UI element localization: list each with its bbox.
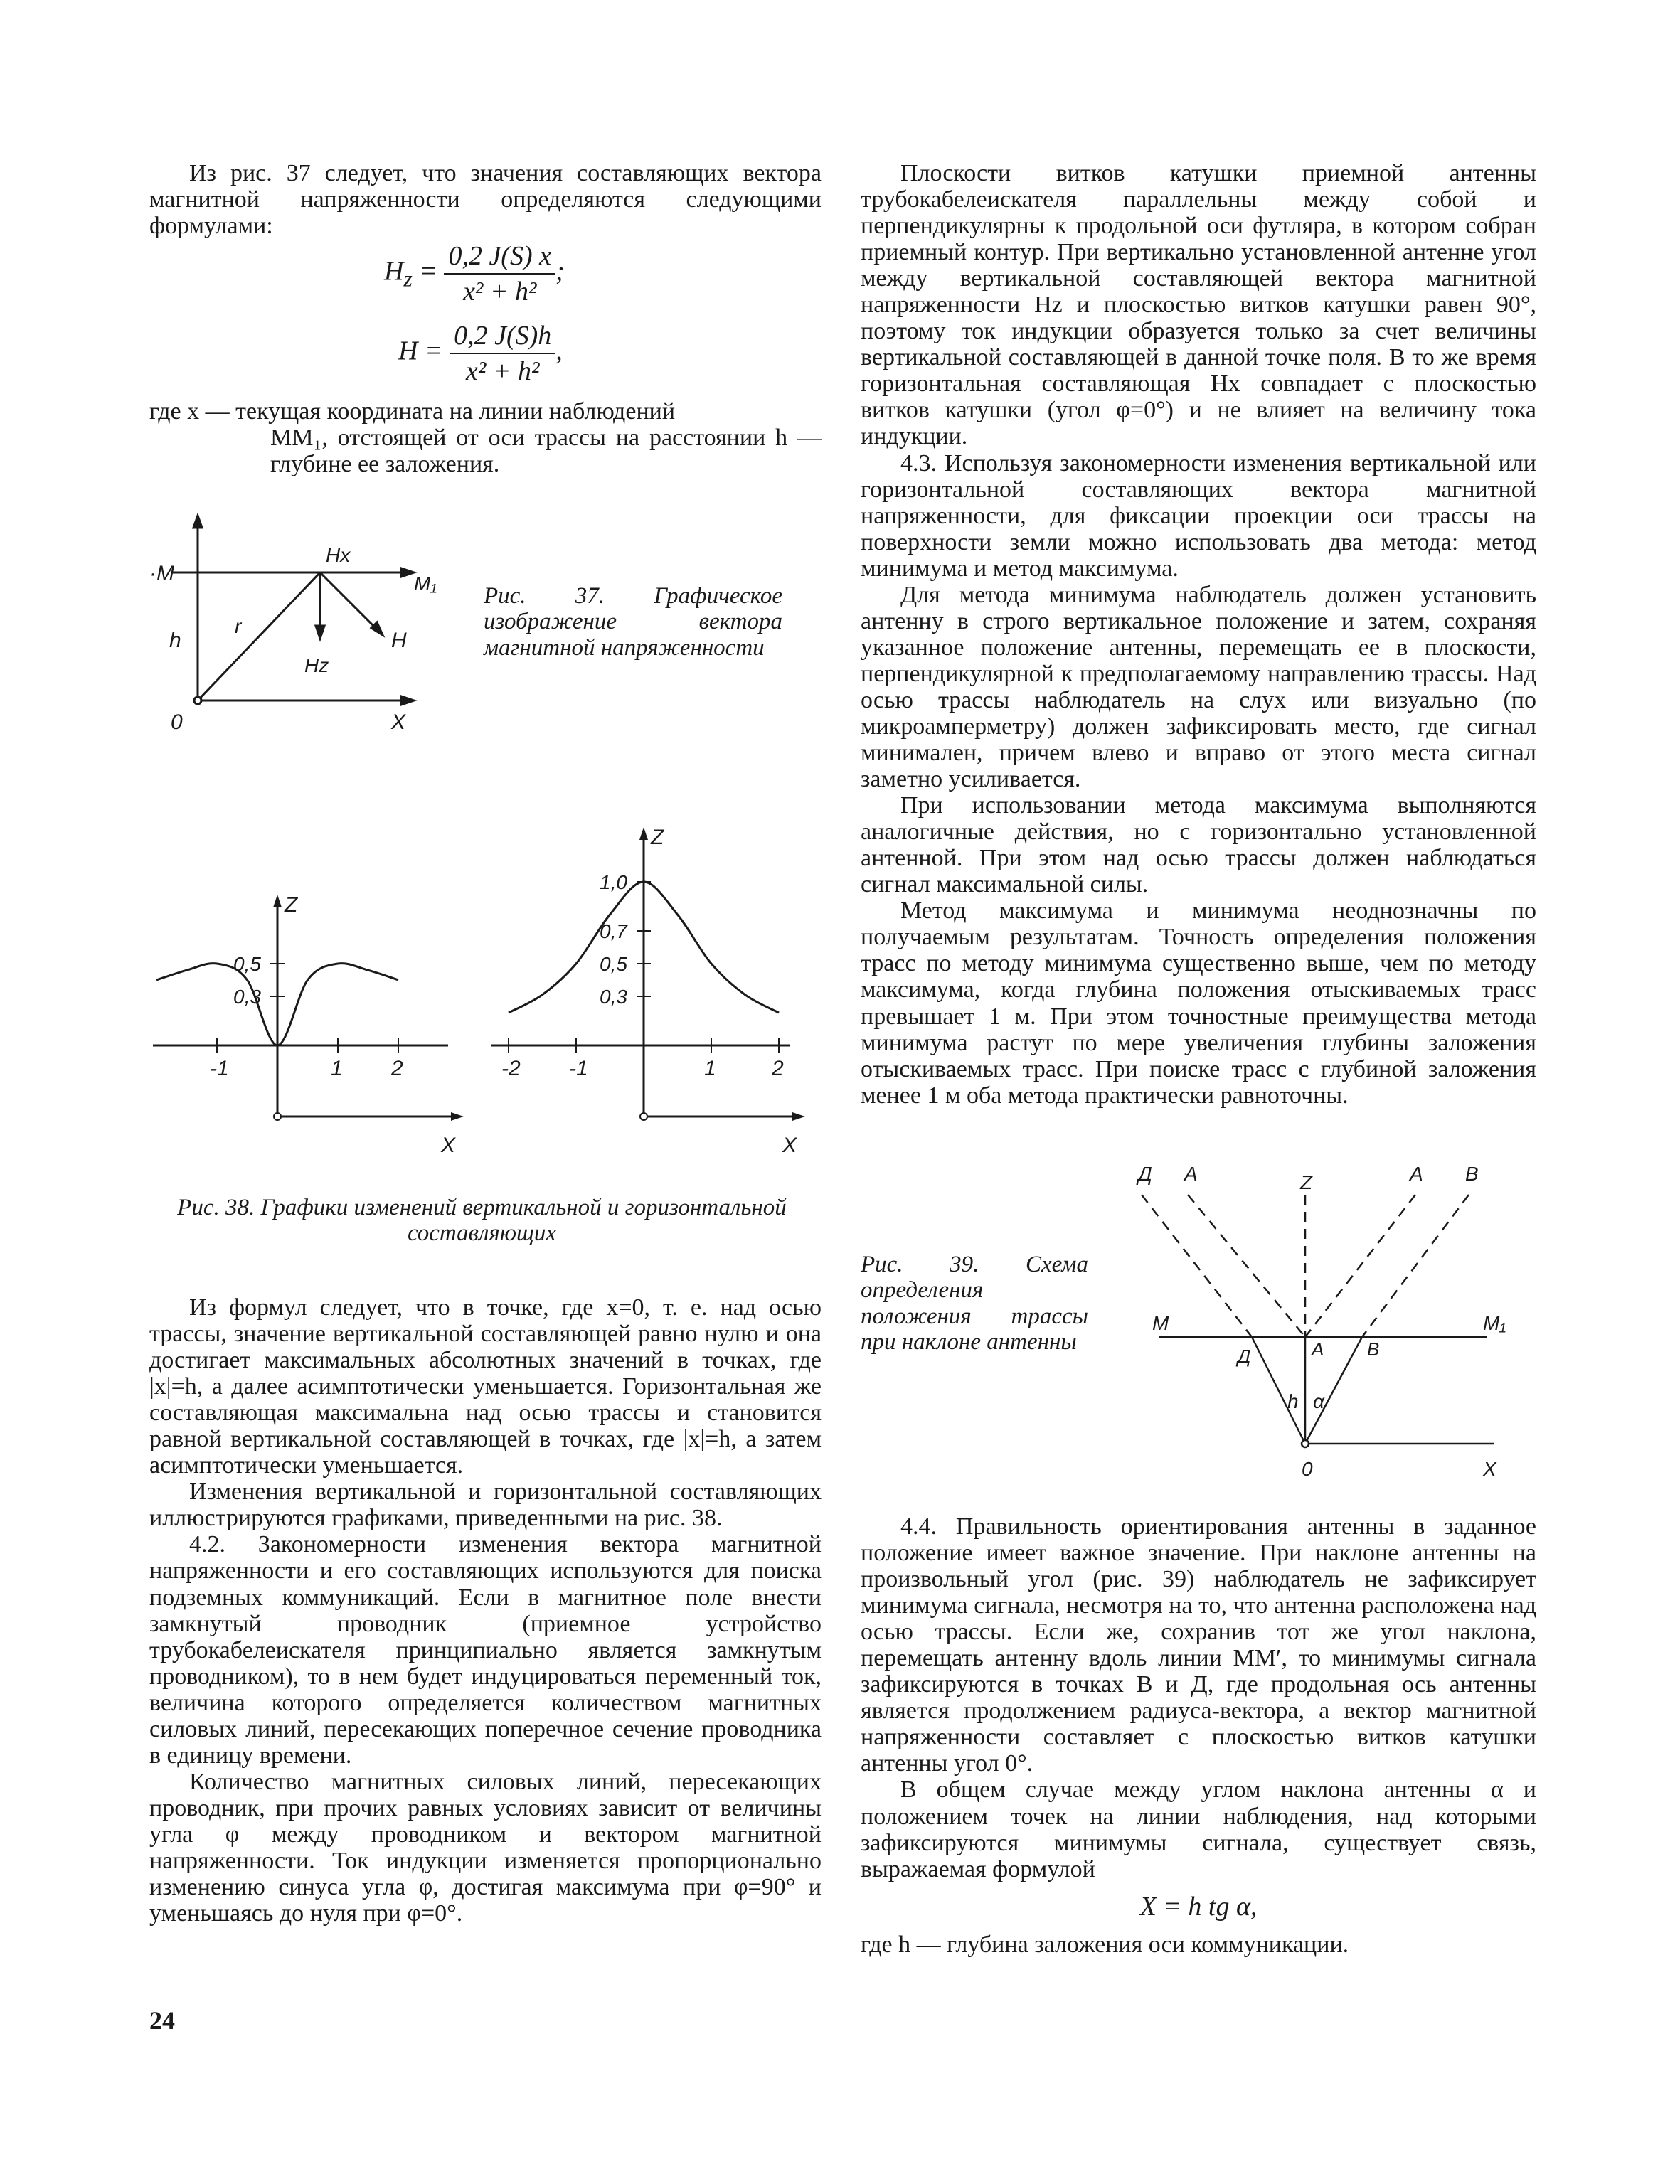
paragraph-maximum-method: При использовании метода максимума выполняются аналогичные действия, но с горизонтально установленной антенной. При этом над осью трассы должен наблюдаться сигнал максимальной силы.: [861, 792, 1536, 898]
fig37-radius-vector: [198, 572, 320, 701]
y-tick-label: 0,3: [233, 986, 261, 1008]
fig37-label-hx: Hx: [326, 544, 351, 566]
figure-37: [149, 512, 437, 740]
fig37-label-h: H: [391, 629, 407, 652]
fig37-label-depth: h: [169, 629, 181, 652]
where-lead: где x — текущая координата на линии наблюдений: [149, 398, 676, 425]
formula-hz-numerator: 0,2 J(S) x: [444, 240, 555, 275]
fig39-label-d: Д: [1138, 1163, 1152, 1185]
x-axis-arrow: [451, 1112, 464, 1121]
page-number: 24: [149, 2006, 175, 2035]
y-tick-label: 0,5: [600, 953, 627, 975]
fig37-h-vector: [320, 572, 377, 629]
caption-fig38: Рис. 38. Графики изменений вертикальной и горизонтальной составляющих: [177, 1195, 787, 1247]
origin-point: [274, 1113, 281, 1120]
fig39-label-z: Z: [1300, 1171, 1313, 1193]
fig39-label-x: X: [1483, 1458, 1496, 1480]
formula-hz-denominator: x² + h²: [463, 277, 537, 307]
fig37-label-hz: Hz: [304, 654, 329, 676]
z-axis-label: Z: [285, 893, 298, 917]
where-h-depth: где h — глубина заложения оси коммуникации.: [861, 1932, 1349, 1959]
fig39-label-h: h: [1287, 1390, 1299, 1412]
formula-hz-fraction: [444, 240, 555, 307]
formula-hz-lhs: H: [384, 256, 404, 287]
x-axis-label: X: [441, 1134, 456, 1157]
y-tick-label: 0,7: [600, 920, 627, 942]
formula-h-lhs: H: [398, 336, 418, 366]
fig39-label-m1: M₁: [1483, 1312, 1506, 1334]
fig39-line-a-dashed: [1188, 1195, 1305, 1337]
x-tick-label: -1: [210, 1057, 229, 1080]
formula-h-fraction: [450, 320, 555, 387]
paragraph-methods-comparison: Метод максимума и минимума неоднозначны по получаемым результатам. Точность определения положения трасс по методу минимума существенно выше, чем по методу максимума, когда глубина положения отыскиваемых трасс превышает 1 м. При этом точностные преимущества метода минимума растут по мере увеличения глубины заложения отыскиваемых трасс. При поиске трасс с глубиной заложения менее 1 м оба метода практически равноточны.: [861, 897, 1536, 1109]
caption-fig37: Рис. 37. Графическое изображение вектора магнитной напряженности: [484, 583, 782, 661]
fig39-label-b: В: [1465, 1163, 1479, 1185]
fig39-label-d2: Д: [1238, 1346, 1251, 1367]
fig39-label-origin: 0: [1302, 1458, 1313, 1480]
right-column-top: [861, 160, 1536, 1109]
figure-39: [1131, 1145, 1529, 1486]
left-column-top: [149, 160, 822, 239]
fig37-label-x: X: [391, 710, 406, 734]
fig39-label-a3: A: [1312, 1338, 1324, 1360]
z-axis-arrow: [273, 895, 282, 907]
fig37-label-origin: 0: [171, 710, 183, 734]
figure-38-right-chart: [484, 804, 811, 1157]
formula-hz: [384, 240, 565, 307]
x-tick-label: 2: [772, 1057, 784, 1080]
formula-h-tail: ,: [555, 336, 563, 366]
paragraph-4-2: 4.2. Закономерности изменения вектора магнитной напряженности и его составляющих используются для поиска подземных коммуникаций. Если в магнитное поле внести замкнутый проводник (приемное устройство трубокабелеискателя принципиально является замкнутым проводником), то в нем будет индуцироваться переменный ток, величина которого определяется количеством магнитных силовых линий, пересекающих поперечное сечение проводника в единицу времени.: [149, 1531, 822, 1769]
paragraph-general-case: В общем случае между углом наклона антенны α и положением точек на линии наблюдения, над которыми зафиксируются минимумы сигнала, существует связь, выражаемая формулой: [861, 1777, 1536, 1882]
fig39-line-b-dashed: [1362, 1195, 1469, 1337]
paragraph-antenna-planes: Плоскости витков катушки приемной антенны трубокабелеискателя параллельны между собой и перпендикулярны к продольной оси футляра, в котором собран приемный контур. При вертикально установленной антенне угол между вертикальной составляющей вектора магнитной напряженности Hz и плоскостью витков катушки равен 90°, поэтому ток индукции образуется только за счет величины вертикальной составляющей в данной точке поля. В то же время горизонтальная составляющая Hx совпадает с плоскостью витков катушки (угол φ=0°) и не влияет на величину тока индукции.: [861, 160, 1536, 450]
formula-h-eq: =: [418, 336, 450, 366]
paragraph-4-3: 4.3. Используя закономерности изменения вертикальной или горизонтальной составляющих вектора магнитной напряженности, для фиксации проекции оси трассы на поверхности земли можно использовать два метода: метод минимума и метод максимума.: [861, 449, 1536, 582]
fig39-label-a2: А: [1410, 1163, 1423, 1185]
formula-hz-tail: ;: [555, 256, 565, 287]
paragraph-field-lines: Количество магнитных силовых линий, пересекающих проводник, при прочих равных условиях зависит от величины угла φ между проводником и вектором магнитной напряженности. Ток индукции изменяется пропорционально изменению синуса угла φ, достигая максимума при φ=90° и уменьшаясь до нуля при φ=0°.: [149, 1768, 822, 1927]
y-tick-label: 1,0: [600, 871, 627, 893]
z-axis-label: Z: [651, 826, 664, 849]
fig39-label-a: А: [1184, 1163, 1198, 1185]
x-axis-arrow: [792, 1112, 805, 1121]
fig39-label-alpha: α: [1313, 1390, 1324, 1412]
x-tick-label: 1: [704, 1057, 716, 1080]
caption-fig39: Рис. 39. Схема определения положения трассы при наклоне антенны: [861, 1252, 1088, 1355]
y-tick-label: 0,5: [233, 953, 261, 975]
x-tick-label: -1: [569, 1057, 588, 1080]
fig37-axis-arrow: [193, 516, 202, 528]
z-axis-arrow: [639, 827, 648, 840]
right-column-bottom: [861, 1513, 1536, 1958]
y-tick-label: 0,3: [600, 986, 627, 1008]
paragraph-formula-analysis: Из формул следует, что в точке, где x=0, т. е. над осью трассы, значение вертикальной составляющей равно нулю и она достигает максимальных абсолютных значений в точках, где |x|=h, а далее асимптотически уменьшается. Горизонтальная же составляющая максимальна над осью трассы и становится равной вертикальной составляющей в точках, где |x|=h, а затем асимптотически уменьшается.: [149, 1294, 822, 1479]
intro-paragraph: Из рис. 37 следует, что значения составляющих вектора магнитной напряженности определяются следующими формулами:: [149, 160, 822, 240]
figure-38-left-chart: [149, 882, 469, 1157]
paragraph-graphs-reference: Изменения вертикальной и горизонтальной составляющих иллюстрируются графиками, приведенными на рис. 38.: [149, 1479, 822, 1532]
paragraph-minimum-method: Для метода минимума наблюдатель должен установить антенну в строго вертикальное положение и затем, сохраняя указанное положение антенны, перемещать ее в плоскости, перпендикулярной к предполагаемому направлению трассы. Над осью трассы наблюдатель на слух или визуально (по микроамперметру) должен зафиксировать место, где сигнал минимален, причем влево и вправо от этого места сигнал заметно усиливается.: [861, 581, 1536, 793]
x-tick-label: -2: [501, 1057, 521, 1080]
fig39-line-a2-dashed: [1305, 1195, 1415, 1337]
where-rest: MM₁, отстоящей от оси трассы на расстоянии h — глубине ее заложения.: [270, 425, 822, 478]
left-column-bottom: [149, 1294, 822, 1927]
x-tick-label: 1: [331, 1057, 343, 1080]
fig37-label-m1: M₁: [414, 572, 437, 595]
where-definition: [149, 398, 822, 477]
formula-hz-sub: z: [403, 266, 413, 292]
formula-hz-eq: =: [412, 256, 445, 287]
formula-x-htg: X = h tg α,: [1139, 1891, 1258, 1922]
formula-h-denominator: x² + h²: [466, 356, 540, 386]
fig39-label-b2: В: [1367, 1338, 1380, 1360]
fig37-label-m: ·M: [149, 562, 174, 585]
x-axis-label: X: [782, 1134, 797, 1157]
x-tick-label: 2: [391, 1057, 403, 1080]
formula-h-numerator: 0,2 J(S)h: [450, 320, 555, 354]
formula-h: [398, 320, 563, 387]
fig39-label-m: M: [1152, 1312, 1169, 1334]
origin-point: [640, 1113, 647, 1120]
fig37-label-r: r: [235, 615, 242, 637]
paragraph-4-4: 4.4. Правильность ориентирования антенны в заданное положение имеет важное значение. При наклоне антенны на произвольный угол (рис. 39) наблюдатель не зафиксирует минимума сигнала, несмотря на то, что антенна расположена над осью трассы. Если же, сохранив тот же угол наклона, перемещать антенну вдоль линии MM′, то минимумы сигнала зафиксируются в точках B и Д, где продольная ось антенны является продолжением радиуса-вектора, а вектор магнитной напряженности составляет с плоскостью витков катушки антенны угол 0°.: [861, 1513, 1536, 1777]
